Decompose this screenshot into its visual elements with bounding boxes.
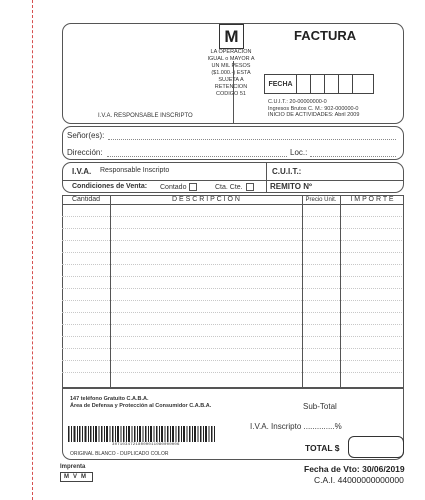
col-header-cantidad: Cantidad: [71, 196, 101, 203]
tax-info: [268, 99, 359, 119]
table-row: [62, 348, 402, 349]
cta-cte-label: Cta. Cte.: [215, 183, 243, 191]
table-row: [62, 216, 402, 217]
conditions-divider-v: [266, 162, 267, 193]
printer-label: Imprenta: [60, 464, 86, 470]
condiciones-label: Condiciones de Venta:: [72, 183, 148, 190]
iva-condition: I.V.A. RESPONSABLE INSCRIPTO: [98, 113, 193, 119]
conditions-divider-h: [62, 180, 404, 181]
col-header-precio: Precio Unit.: [305, 197, 337, 203]
cta-cte-checkbox[interactable]: [246, 183, 254, 191]
iva-value: Responsable Inscripto: [100, 167, 170, 174]
doc-type-title: FACTURA: [294, 28, 357, 43]
total-label: TOTAL $: [305, 443, 340, 453]
fecha-month-cell[interactable]: [325, 75, 339, 93]
iva-inscripto-label: I.V.A. Inscripto ..............%: [250, 422, 342, 431]
cai-number: C.A.I. 44000000000000: [314, 475, 404, 485]
table-header-line: [62, 204, 404, 205]
senor-field[interactable]: [108, 139, 396, 140]
fecha-day-cell-2[interactable]: [311, 75, 325, 93]
operation-note: LA OPERACION IGUAL o MAYOR A UN MIL PESOS ($1.000.-) ESTA SUJETA A RETENCION CODIGO 51: [207, 49, 255, 97]
contado-checkbox[interactable]: [189, 183, 197, 191]
table-row: [62, 252, 402, 253]
fecha-grid: [264, 74, 374, 94]
copy-label: ORIGINAL BLANCO - DUPLICADO COLOR: [70, 451, 169, 457]
table-row: [62, 312, 402, 313]
contado-option[interactable]: [160, 183, 197, 191]
remito-label: REMITO Nº: [270, 182, 312, 191]
table-row: [62, 228, 402, 229]
footer-divider: [62, 388, 404, 389]
col-header-importe: I M P O R T E: [350, 196, 394, 203]
table-row: [62, 336, 402, 337]
table-row: [62, 276, 402, 277]
client-box: [62, 126, 404, 160]
col-header-descripcion: D E S C R I P C I O N: [172, 196, 240, 203]
printer-logo: [60, 472, 93, 482]
iva-label: I.V.A.: [72, 167, 92, 176]
table-row: [62, 288, 402, 289]
inicio-actividades: INICIO DE ACTIVIDADES: Abril 2009: [268, 112, 360, 118]
table-row: [62, 240, 402, 241]
fecha-vto: Fecha de Vto: 30/06/2019: [304, 464, 405, 474]
senor-label: Señor(es):: [67, 131, 105, 140]
subtotal-label: Sub-Total: [303, 402, 337, 411]
table-row: [62, 264, 402, 265]
printer-logo-text: MVM: [60, 472, 93, 482]
fecha-label: FECHA: [265, 75, 297, 93]
total-box[interactable]: [348, 436, 404, 458]
defensa-line: Área de Defensa y Protección al Consumidor C.A.B.A.: [70, 403, 212, 409]
table-row: [62, 324, 402, 325]
contado-label: Contado: [160, 183, 187, 191]
loc-field[interactable]: [310, 156, 396, 157]
table-row: [62, 300, 402, 301]
direccion-field[interactable]: [107, 156, 287, 157]
perforation-line: [32, 0, 33, 500]
letter-box: [219, 24, 244, 49]
fecha-day-cell[interactable]: [297, 75, 311, 93]
cuit-client-label: C.U.I.T.:: [272, 167, 302, 176]
table-row: [62, 372, 402, 373]
invoice-letter: M: [224, 27, 239, 46]
table-row: [62, 360, 402, 361]
loc-label: Loc.:: [290, 148, 308, 157]
fecha-month-cell-2[interactable]: [339, 75, 353, 93]
ingresos-brutos: Ingresos Brutos C. M.: 902-000000-0: [268, 105, 359, 112]
fecha-year-cell[interactable]: [353, 75, 373, 93]
barcode-digits: 30710347218000011080000006: [112, 443, 180, 447]
cta-cte-option[interactable]: [215, 183, 254, 191]
phone-line: 147 teléfono Gratuito C.A.B.A.: [70, 396, 149, 402]
cuit-issuer: C.U.I.T.: 20-00000000-0: [268, 99, 327, 105]
direccion-label: Dirección:: [67, 148, 103, 157]
